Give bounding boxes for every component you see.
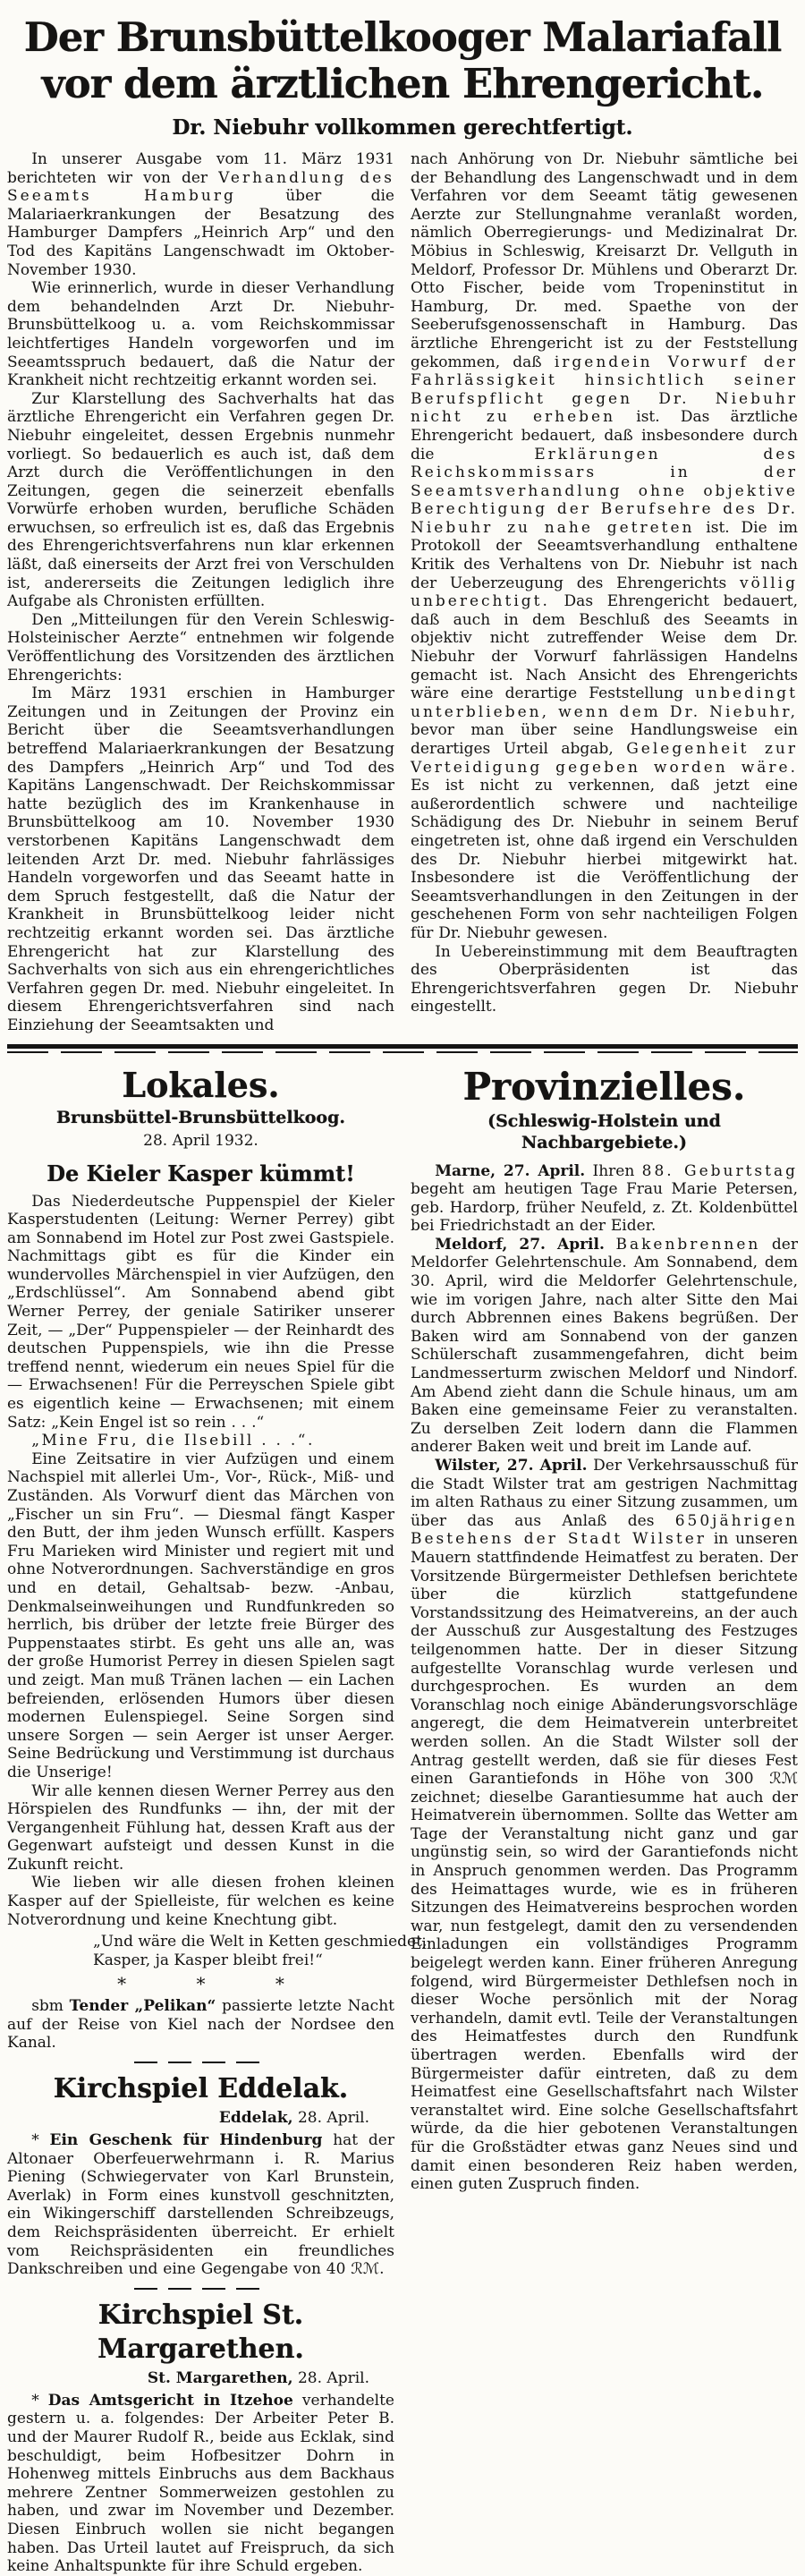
lokales-column [7, 1060, 428, 2576]
sub-headline: Dr. Niebuhr vollkommen gerechtfertigt. [172, 115, 633, 140]
item-place: Meldorf, 27. April. [435, 1235, 605, 1254]
item-lead: Das Amtsgericht in Itzehoe [47, 2391, 293, 2410]
item-emphasis: 650jährigen Bestehens der Stadt Wilster [411, 1511, 798, 1549]
news-item-meldorf [411, 1236, 798, 1457]
lokales-subtitle: Brunsbüttel-Brunsbüttelkoog. [56, 1107, 345, 1127]
lokales-date: 28. April 1932. [143, 1131, 258, 1150]
kasper-center-quote: „Mine Fru, die Ilsebill . . .“. [31, 1432, 315, 1450]
dateline-place: Eddelak, [218, 2109, 293, 2128]
paragraph: Das Niederdeutsche Puppenspiel der Kieler Kasperstudenten (Leitung: Werner Perrey) gibt am Sonnabend im Hotel zur Post zwei Gastspiele. Nachmittags gibt es für die Kinder ein wundervolles Märchenspiel in vier Aufzügen, den „Erdschlüssel“. Am Sonnabend abend gibt Werner Perrey, der geniale Satiriker unserer Zeit, — „Der“ Puppenspieler — der Reinhardt des deutschen Puppenspiels, wie ihn die Presse treffend nennt, wiederum ein neues Spiel für die — Erwachsenen! Für die Perreyschen Spiele gibt es eigentlich keine — Erwachsenen; mit einem Satz: „Kein Engel ist so rein . . .“ [7, 1192, 394, 1432]
paragraph: Eine Zeitsatire in vier Aufzügen und einem Nachspiel mit allerlei Um-, Vor-, Rück-, Miß- und Zuständen. Als Vorwurf dient das Märchen von „Fischer un sin Fru“. — Diesmal fängt Kasper den Butt, der ihm jeden Wunsch erfüllt. Kaspers Fru Marieken wird Minister und regiert mit und ohne Notverordnungen. Sachverständige en gros und en detail, Gehaltsab- bezw. -Anbau, Denkmalseinweihungen und Rundfunkreden so herrlich, bis drüber der letzte freie Bürger des Puppenstaates stirbt. Es geht uns alle an, was der große Humorist Perrey in diesen Spielen sagt und zeigt. Man muß Tränen lachen — ein Lachen befreienden, erlösenden Humors über diesen modernen Eulenspiegel. Seine Sorgen sind unsere Sorgen — sein Aerger ist unser Aerger. Seine Bedrückung und Verstimmung ist durchaus die Unserige! [7, 1450, 394, 1781]
item-star: * [31, 2131, 50, 2150]
section-divider-thick [7, 1044, 798, 1049]
margarethen-dateline [7, 2368, 394, 2388]
kasper-article-title: De Kieler Kasper kümmt! [47, 1160, 355, 1186]
headline-line2: vor dem ärztlichen Ehrengericht. [41, 60, 764, 107]
item-emphasis: Bakenbrennen [615, 1235, 761, 1254]
news-item-marne [411, 1162, 798, 1236]
paragraph-text: bevor man über seine Handlungsweise ein derartiges Urteil abgab, [411, 721, 798, 758]
eddelak-paragraph [7, 2131, 394, 2279]
lead-article [7, 150, 798, 1035]
note-bold: Tender „Pelikan“ [69, 1997, 216, 2016]
paragraph-text: Das Ehrengericht bedauert, daß auch in dem Beschluß des Seeamts in objektiv nicht zutreffender Weise dem Dr. Niebuhr der Vorwurf fahrlässigen Handelns gemacht ist. Nach Ansicht des Ehrengerichts wäre eine derartige Feststellung [411, 592, 798, 703]
item-text: begeht am heutigen Tage Frau Marie Petersen, geb. Hardorp, früher Neufeld, z. Zt. Koldenbüttel bei Friedrichstadt an der Eider. [411, 1180, 798, 1236]
article-divider [134, 2062, 268, 2063]
paragraph: Zur Klarstellung des Sachverhalts hat das ärztliche Ehrengericht ein Verfahren gegen Dr. Niebuhr eingeleitet, dessen Ergebnis nunmehr vorliegt. So bedauerlich es auch ist, daß dem Arzt durch die Veröffentlichungen in den Zeitungen, gegen die seinerzeit ebenfalls Vorwürfe erhoben wurden, berufliche Schäden erwuchsen, so erfreulich ist es, daß das Ergebnis des Ehrengerichtsverfahrens nun klar erkennen läßt, daß einerseits der Arzt frei von Verschulden ist, andererseits die Zeitungen lediglich ihre Aufgabe als Chronisten erfüllten. [7, 389, 394, 611]
section-divider-thin [7, 1051, 798, 1053]
article-divider [134, 2288, 268, 2290]
item-text: der Meldorfer Gelehrtenschule. Am Sonnabend, dem 30. April, wird die Meldorfer Gelehrtenschule, wie im vorigen Jahre, nach alter Sitte den Mai durch Abbrennen eines Bakens begrüßen. Der Baken wird am Sonnabend von der ganzen Schülerschaft zusammengefahren, dicht beim Landmesserturm zwischen Meldorf und Nindorf. Am Abend zieht dann die Schule hinaus, um am Baken eine gemeinsame Feier zu veranstalten. Zu derselben Zeit lodern dann die Flammen anderer Baken weit und breit im Lande auf. [411, 1235, 798, 1457]
paragraph: Wir alle kennen diesen Werner Perrey aus den Hörspielen des Rundfunks — ihn, der mit der Vergangenheit Fühlung hat, dessen Kraft aus der Gegenwart aufsteigt und dessen Kunst in die Zukunft reicht. [7, 1781, 394, 1874]
paragraph: Wie erinnerlich, wurde in dieser Verhandlung dem behandelnden Arzt Dr. Niebuhr-Brunsbüttelkoog u. a. vom Reichskommissar leichtfertiges Handeln vorgeworfen und im Seeamtsspruch bedauert, daß die Natur der Krankheit nicht rechtzeitig erkannt worden sei. [7, 279, 394, 390]
dateline-date: 28. April. [292, 2368, 369, 2387]
note-lead: sbm [31, 1997, 70, 2016]
paragraph: Im März 1931 erschien in Hamburger Zeitungen und in Zeitungen der Provinz ein Bericht über die Seeamtsverhandlungen betreffend Malariaerkrankungen der Besatzung des Dampfers „Heinrich Arp“ und Tod des Kapitäns Langenschwadt. Der Reichskommissar hatte bezüglich des im Krankenhause in Brunsbüttelkoog am 10. November 1930 verstorbenen Kapitäns Langenschwadt dem leitenden Arzt Dr. med. Niebuhr fahrlässiges Handeln vorgeworfen und das Seeamt hatte in dem Spruch festgestellt, daß die Natur der Krankheit in Brunsbüttelkoog leider nicht rechtzeitig erkannt worden sei. Das ärztliche Ehrengericht hat zur Klarstellung des Sachverhalts von sich aus ein ehrengerichtliches Verfahren gegen Dr. med. Niebuhr eingeleitet. In diesem Ehrengerichtsverfahren sind nach Einziehung der Seeamtsakten und [7, 684, 394, 1034]
provinzielles-subtitle: (Schleswig-Holstein und Nachbargebiete.) [487, 1110, 721, 1152]
paragraph-text: über die Malariaerkrankungen der Besatzung des Hamburger Dampfers „Heinrich Arp“ und den Tod des Kapitäns Langenschwadt im Oktober-November 1930. [7, 187, 394, 279]
dateline-place: St. Margarethen, [147, 2368, 293, 2387]
provinzielles-title: Provinzielles. [462, 1064, 746, 1109]
paragraph-text: Es ist nicht zu verkennen, daß jetzt eine außerordentlich schwere und nachteilige Schädigung des Dr. Niebuhr in seinem Beruf eingetreten ist, ohne daß irgend ein Verschulden des Dr. Niebuhr hierbei mitgewirkt hat. Insbesondere ist die Veröffentlichung der Seeamtsverhandlungen in den Zeitungen in der geschehenen Form von sehr nachteiligen Folgen für Dr. Niebuhr gewesen. [411, 777, 798, 942]
verse-line2: Kasper, ja Kasper bleibt frei!“ [93, 1951, 323, 1970]
item-text: Der Verkehrsausschuß für die Stadt Wilster trat am gestrigen Nachmittag im alten Rathaus zu einer Sitzung zusammen, um über das aus Anlaß des [411, 1457, 798, 1530]
item-star: * [31, 2391, 48, 2410]
item-text: Ihren [585, 1161, 642, 1180]
paragraph-text: ist. Die im Protokoll der Seeamtsverhandlung enthaltene Kritik des Verhaltens von Dr. Niebuhr ist nach der Ueberzeugung des Ehrengerichts [411, 518, 798, 592]
paragraph-emphasis: Gelegenheit zur Verteidigung gegeben worden wäre. [411, 740, 798, 777]
item-text: verhandelte gestern u. a. folgendes: Der Arbeiter Peter B. und der Maurer Rudolf R., beide aus Ecklak, sind beschuldigt, beim Hofbesitzer Dohrn in Hohenweg mittels Einbruchs aus dem Backhaus mehrere Zentner Sommerweizen gestohlen zu haben, und zwar im November und Dezember. Diesen Einbruch wollen sie nicht begangen haben. Das Urteil lautet auf Freispruch, da sich keine Anhaltspunkte für ihre Schuld ergeben. [7, 2391, 394, 2576]
note-text: passierte letzte Nacht auf der Reise von Kiel nach der Nordsee den Kanal. [7, 1997, 394, 2053]
asterisk-separator: * * * [117, 1973, 284, 1995]
headline-line1: Der Brunsbüttelkooger Malariafall [23, 13, 782, 61]
item-text: in unseren Mauern stattfindende Heimatfest zu beraten. Der Vorsitzende Bürgermeister Dethlefsen berichtete über die kürzlich stattgefundene Vorstandssitzung des Heimatvereins, an der auch der Ausschuß zur Ausgestaltung des Festzuges teilgenommen hatte. Der in dieser Sitzung aufgestellte Voranschlag wurde verlesen und durchgesprochen. Es wurden an dem Voranschlag noch einige Abänderungsvorschläge angeregt, die dem Heimatverein unterbreitet werden sollen. An die Stadt Wilster soll der Antrag gestellt werden, daß sie für dieses Fest einen Garantiefonds in Höhe von 300 ℛℳ zeichnet; dieselbe Garantiesumme hat auch der Heimatverein übernommen. Sollte das Wetter am Tage der Veranstaltung nicht ganz und gar ungünstig sein, so wird der Garantiefonds nicht in Anspruch genommen werden. Das Programm des Heimattages wurde, wie es in früheren Sitzungen des Heimatvereins besprochen worden war, nun festgelegt, damit den zu versendenden Einladungen ein vollständiges Programm beigelegt werden kann. Einer früheren Anregung folgend, wird Bürgermeister Dethlefsen noch in dieser Woche persönlich mit der Norag verhandeln, damit evtl. Teile der Veranstaltungen des Heimatfestes durch den Rundfunk übertragen werden. Ebenfalls wird der Bürgermeister dafür eintreten, daß zu dem Heimatfest eine Gesellschaftsfahrt nach Wilster veranstaltet wird. Eine solche Gesellschaftsfahrt würde, da die hier gebotenen Veranstaltungen für die Großstädter etwas ganz Neues sind und damit einen besonderen Reiz haben werden, einen guten Zuspruch finden. [411, 1530, 798, 2194]
paragraph [7, 150, 394, 279]
item-place: Marne, 27. April. [435, 1161, 586, 1180]
lokales-title: Lokales. [122, 1064, 280, 1105]
margarethen-title: Kirchspiel St. Margarethen. [97, 2299, 304, 2365]
kasper-verse [93, 1933, 428, 1970]
paragraph-emphasis: unbedingt unterblieben, wenn dem Dr. Niebuhr, [411, 684, 798, 721]
paragraph-emphasis: Verhandlung des Seeamts Hamburg [7, 168, 394, 206]
margarethen-paragraph [7, 2392, 394, 2576]
verse-line1: „Und wäre die Welt in Ketten geschmiedet, [93, 1933, 428, 1951]
tender-note [7, 1997, 394, 2053]
paragraph [411, 150, 798, 943]
item-lead: Ein Geschenk für Hindenburg [49, 2131, 323, 2150]
paragraph-emphasis: Erklärungen des Reichskommissars in der Seeamtsverhandlung ohne objektive Berechtigung der Berufsehre des Dr. Niebuhr zu nahe getreten [411, 445, 798, 537]
paragraph: Den „Mitteilungen für den Verein Schleswig-Holsteinischer Aerzte“ entnehmen wir folgende Veröffentlichung des Vorsitzenden des ärztlichen Ehrengerichts: [7, 610, 394, 684]
paragraph-emphasis: völlig unberechtigt. [411, 574, 798, 611]
item-emphasis: 88. Geburtstag [641, 1161, 798, 1180]
news-item-wilster [411, 1457, 798, 2194]
paragraph-emphasis: irgendein Vorwurf der Fahrlässigkeit hinsichtlich seiner Berufspflicht gegen Dr. Niebuhr nicht zu erheben [411, 353, 798, 427]
item-text: hat der Altonaer Oberfeuerwehrmann i. R. Marius Piening (Schwiegervater von Karl Brunstein, Averlak) in Form eines kunstvoll geschnitzten, ein Wikingerschiff darstellenden Schreibzeugs, dem Reichspräsidenten überreicht. Er erhielt vom Reichspräsidenten ein freundliches Dankschreiben und eine Gegengabe von 40 ℛℳ. [7, 2131, 394, 2279]
paragraph-text: nach Anhörung von Dr. Niebuhr sämtliche bei der Behandlung des Langenschwadt und in dem Verfahren vor dem Seeamt tätig gewesenen Aerzte zur Stellungnahme veranlaßt worden, nämlich Oberregierungs- und Medizinalrat Dr. Möbius in Schleswig, Kreisarzt Dr. Vellguth in Meldorf, Professor Dr. Mühlens und Oberarzt Dr. Otto Fischer, beide vom Tropeninstitut in Hamburg, Dr. med. Spaethe von der Seeberufsgenossenschaft in Hamburg. Das ärztliche Ehrengericht ist zu der Feststellung gekommen, daß [411, 150, 798, 371]
item-text [605, 1236, 616, 1254]
eddelak-title: Kirchspiel Eddelak. [53, 2073, 349, 2105]
lead-article-right-column [411, 150, 798, 1035]
main-headline [7, 14, 798, 107]
dateline-date: 28. April. [292, 2109, 369, 2128]
item-place: Wilster, 27. April. [435, 1457, 588, 1475]
paragraph: In Uebereinstimmung mit dem Beauftragten des Oberpräsidenten ist das Ehrengerichtsverfahren gegen Dr. Niebuhr eingestellt. [411, 942, 798, 1016]
lead-article-left-column [7, 150, 394, 1035]
eddelak-dateline [7, 2108, 394, 2128]
paragraph-text: In unserer Ausgabe vom 11. März 1931 berichteten wir von der [7, 150, 394, 187]
paragraph: Wie lieben wir alle diesen frohen kleinen Kasper auf der Spielleiste, für welchen es keine Notverordnung und keine Knechtung gibt. [7, 1874, 394, 1929]
provinzielles-column [411, 1060, 798, 2576]
lower-sections [7, 1060, 798, 2576]
paragraph-text: ist. Das ärztliche Ehrengericht bedauert, daß insbesondere durch die [411, 408, 798, 463]
